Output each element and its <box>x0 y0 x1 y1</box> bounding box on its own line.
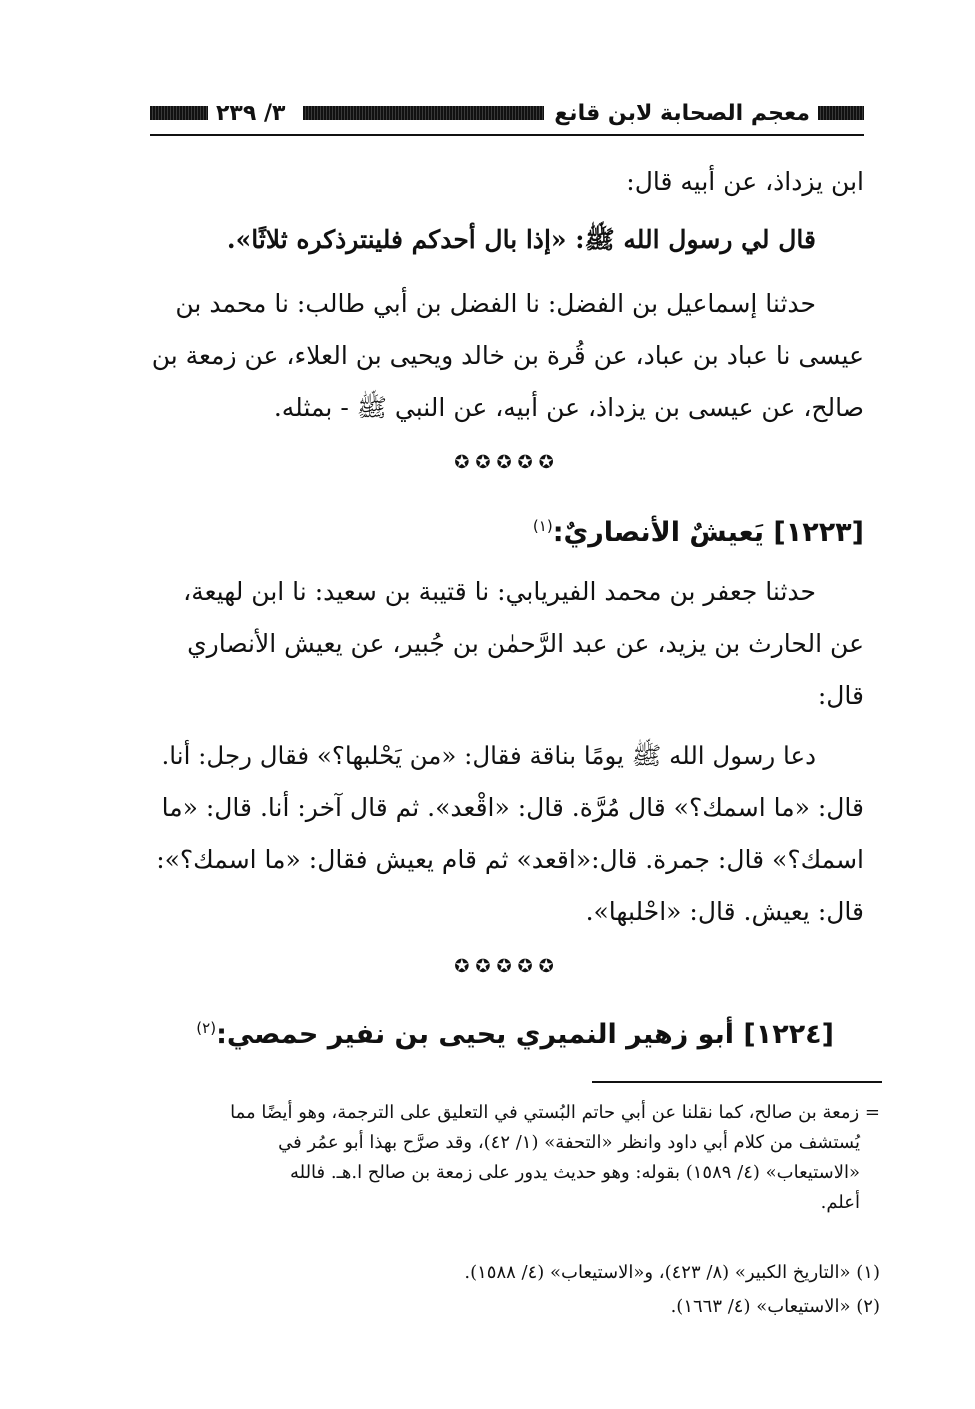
entry-heading-text: [١٢٢٤] أبو زهير النميري يحيى بن نفير حمصي: <box>216 1019 834 1050</box>
text-line: عن الحارث بن يزيد، عن عبد الرَّحمٰن بن جُبير، عن يعيش الأنصاري <box>187 629 864 658</box>
paragraph-4 <box>150 566 864 722</box>
footnote-line: (٢) «الاستيعاب» (٤/ ١٦٦٣). <box>670 1296 880 1317</box>
text-line: قال: «ما اسمك؟» قال مُرَّة. قال: «اقْعد». ثم قال آخر: أنا. قال: «ما <box>161 793 864 822</box>
footnote-line: = زمعة بن صالح، كما نقلنا عن أبي حاتم البُستي في التعليق على الترجمة، وهو أيضًا مما <box>230 1102 880 1123</box>
paragraph-1 <box>150 156 864 208</box>
paragraph-5 <box>150 730 864 938</box>
footnote-1 <box>150 1258 880 1288</box>
text-line: حدثنا جعفر بن محمد الفيريابي: نا قتيبة بن سعيد: نا ابن لهيعة، <box>183 577 816 606</box>
paragraph-3 <box>150 278 864 434</box>
section-separator: ✪✪✪✪✪ <box>454 452 560 473</box>
footnote-line: يُستشف من كلام أبي داود وانظر «التحفة» (١/ ٤٢)، وقد صرَّح بهذا أبو عمُر في <box>278 1132 860 1153</box>
text-line: ابن يزداذ، عن أبيه قال: <box>626 167 864 196</box>
running-header <box>150 92 864 134</box>
text-line: حدثنا إسماعيل بن الفضل: نا الفضل بن أبي طالب: نا محمد بن <box>175 289 816 318</box>
footnote-line: أعلم. <box>820 1192 860 1213</box>
footnote-rule <box>592 1081 882 1083</box>
footnote-line: «الاستيعاب» (٤/ ١٥٨٩) بقوله: وهو حديث يدور على زمعة بن صالح ا.هـ. فالله <box>289 1162 860 1183</box>
text-line: صالح، عن عيسى بن يزداذ، عن أبيه، عن النبي ﷺ - بمثله. <box>273 393 864 422</box>
footnote-line: (١) «التاريخ الكبير» (٨/ ٤٢٣)، و«الاستيعاب» (٤/ ١٥٨٨). <box>464 1262 880 1283</box>
page-number: ٣/ ٢٣٩ <box>216 100 286 126</box>
header-rule <box>150 134 864 136</box>
footnote-ref-1: (١) <box>532 517 553 535</box>
text-line: عيسى نا عباد بن عباد، عن قُرة بن خالد ويحيى بن العلاء، عن زمعة بن <box>151 341 864 370</box>
text-line: قال لي رسول الله ﷺ: «إذا بال أحدكم فلينترذكره ثلاثًا». <box>226 225 816 254</box>
section-separator: ✪✪✪✪✪ <box>454 956 560 977</box>
text-line: اسمك؟» قال: جمرة. قال:«اقعد» ثم قام يعيش فقال: «ما اسمك؟»: <box>156 845 864 874</box>
footnote-2 <box>150 1292 880 1322</box>
entry-heading-text: [١٢٢٣] يَعيشٌ الأنصاريٌ: <box>552 517 864 548</box>
text-line: قال: <box>817 681 864 710</box>
text-line: دعا رسول الله ﷺ يومًا بناقة فقال: «من يَحْلبها؟» فقال رجل: أنا. <box>161 741 816 770</box>
text-line: قال: يعيش. قال: «احْلبها». <box>585 897 864 926</box>
entry-heading-1224 <box>150 1006 864 1057</box>
header-bar-middle <box>303 106 544 120</box>
footnote-continued <box>150 1098 880 1218</box>
entry-heading-1223 <box>150 504 864 555</box>
header-bar-right <box>818 106 864 120</box>
header-title: معجم الصحابة لابن قانع <box>554 100 810 126</box>
paragraph-2 <box>150 214 864 266</box>
footnote-ref-2: (٢) <box>196 1019 217 1037</box>
header-bar-left <box>150 106 208 120</box>
